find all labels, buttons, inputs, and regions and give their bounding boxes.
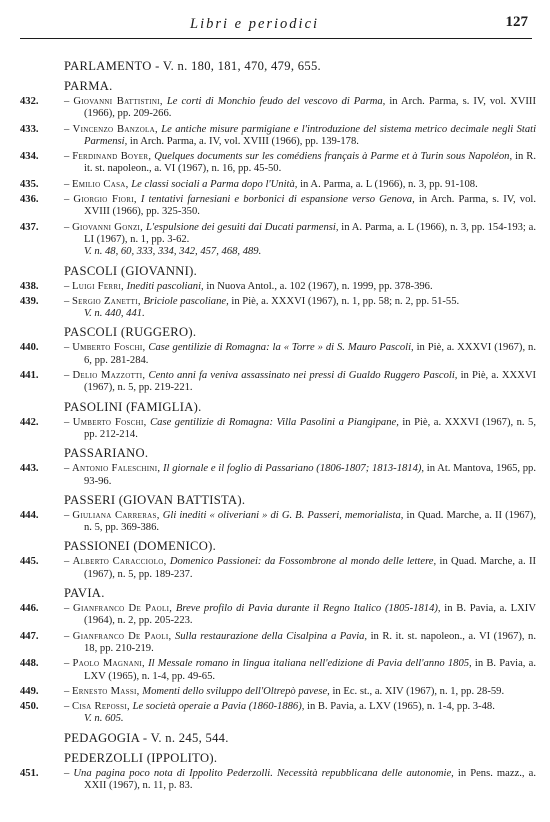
entry-source: in Piè, a. XXXVI (1967), n. 1, pp. 58; n. 2, pp. 51-55. — [231, 295, 460, 307]
entry-title: Le società operaie a Pavia (1860-1886), — [132, 701, 305, 713]
bibliography-entry — [0, 768, 550, 793]
topic-heading: PASOLINI (FAMIGLIA). — [64, 399, 202, 414]
entry-title: Case gentilizie di Romagna: la « Torre » di S. Mauro Pascoli, — [148, 342, 414, 354]
bibliography-entry — [0, 701, 550, 726]
entry-title: Il giornale e il foglio di Passariano (1806-1807; 1813-1814), — [163, 463, 425, 475]
entry-author: Giovanni Gonzi, — [72, 221, 144, 233]
entry-body: – Una pagina poco nota di Ippolito Pederzolli. Necessità repubblicana delle autonomie, in Pens. mazz., a. XXII (1967), n. 11, p. 83. — [64, 767, 536, 791]
entry-number: 449. — [20, 685, 39, 697]
entry-body: – Sergio Zanetti, Briciole pascoliane, in Piè, a. XXXVI (1967), n. 1, pp. 58; n. 2, pp. 51-55. V. n. 440, 441. — [64, 295, 460, 320]
entry-source: in Piè, a. XXXVI (1967), n. 6, pp. 281-284. — [84, 342, 536, 366]
topic-heading: PASSERI (GIOVAN BATTISTA). — [64, 492, 246, 507]
bibliography-entry — [0, 342, 550, 367]
topic-heading: PASSARIANO. — [64, 446, 149, 461]
entry-author: Vincenzo Banzola, — [72, 123, 158, 135]
bibliography-entry — [0, 510, 550, 535]
entry-number: 439. — [20, 295, 39, 307]
bibliography-entry — [0, 417, 550, 442]
entry-number: 435. — [20, 178, 39, 190]
topic-heading: PASCOLI (GIOVANNI). — [64, 263, 198, 278]
entry-author: Umberto Foschi, — [72, 342, 146, 354]
entry-source: in Nuova Antol., a. 102 (1967), n. 1999, pp. 378-396. — [206, 280, 433, 292]
entry-number: 442. — [20, 416, 39, 428]
entry-title: Domenico Passionei: da Fossombrone al mondo delle lettere, — [169, 556, 437, 568]
entry-source: in Arch. Parma, a. IV, vol. XVIII (1966), pp. 139-178. — [129, 135, 359, 147]
entry-body: – Luigi Ferri, Inediti pascoliani, in Nuova Antol., a. 102 (1967), n. 1999, pp. 378-396. — [64, 280, 433, 292]
entry-body: – Cisa Repossi, Le società operaie a Pavia (1860-1886), in B. Pavia, a. LXV (1965), n. 1-4, pp. 3-48. V. n. 605. — [64, 701, 495, 725]
entry-source: in Piè, a. XXXVI (1967), n. 5, pp. 212-214. — [84, 416, 536, 440]
topic-heading: PARLAMENTO - V. n. 180, 181, 470, 479, 655. — [64, 59, 321, 73]
see-also-reference: V. n. 48, 60, 333, 334, 342, 457, 468, 489. — [84, 246, 262, 258]
entry-number: 447. — [20, 630, 39, 642]
entry-author: Antonio Faleschini, — [72, 463, 161, 475]
running-title: Libri e periodici — [190, 16, 320, 32]
entry-title: I tentativi farnesiani e borbonici di espansione verso Genova, — [140, 194, 415, 206]
bibliography-entry — [0, 686, 550, 698]
entry-source: in B. Pavia, a. LXV (1965), n. 1-4, pp. 3-48. — [307, 701, 495, 713]
page-header — [0, 14, 550, 34]
entry-number: 432. — [20, 96, 39, 107]
bibliography-entry — [0, 124, 550, 149]
entry-title: Breve profilo di Pavia durante il Regno Italico (1805-1814), — [175, 603, 441, 615]
entry-body: – Giuliana Carreras, Gli inediti « oliveriani » di G. B. Passeri, memorialista, in Quad. Marche, a. II (1967), n. 5, pp. 369-386. — [64, 509, 537, 534]
entry-title: Inediti pascoliani, — [126, 280, 204, 292]
bibliography-entry — [0, 96, 550, 121]
bibliography-entry — [0, 631, 550, 656]
bibliography-entry — [0, 370, 550, 395]
entry-number: 446. — [20, 603, 39, 615]
bibliography-entry — [0, 556, 550, 581]
entry-source: in B. Pavia, a. LXIV (1964), n. 2, pp. 205-223. — [84, 603, 536, 627]
entry-author: Giovanni Battistini, — [73, 96, 163, 107]
entry-title: Sulla restaurazione della Cisalpina a Pavia, — [174, 630, 368, 642]
bibliography-entry — [0, 603, 550, 628]
entry-body: – Gianfranco De Paoli, Sulla restaurazione della Cisalpina a Pavia, in R. it. st. napoleon., a. VI (1967), n. 18, pp. 210-219. — [64, 630, 537, 654]
entry-source: in R. it. st. napoleon., a. VI (1967), n. 18, pp. 210-219. — [84, 630, 537, 654]
entry-title: Momenti dello sviluppo dell'Oltrepò pavese, — [142, 685, 330, 697]
entry-body: – Umberto Foschi, Case gentilizie di Romagna: la « Torre » di S. Mauro Pascoli, in Piè, a. XXXVI (1967), n. 6, pp. 281-284. — [64, 342, 536, 366]
entry-author: Cisa Repossi, — [71, 701, 130, 713]
entry-source: in Quad. Marche, a. II (1967), n. 5, pp. 369-386. — [84, 509, 537, 534]
entry-title: Le antiche misure parmigiane e l'introduzione del sistema metrico decimale negli Stati Parmensi, — [84, 123, 537, 147]
entry-number: 445. — [20, 556, 39, 568]
entry-author: Ernesto Massi, — [71, 685, 140, 697]
entry-body: – Giovanni Gonzi, L'espulsione dei gesuiti dai Ducati parmensi, in A. Parma, a. L (1966), n. 3, pp. 154-193; a. LI (1967), n. 1, pp. 3-62. V. n. 48, 60, 333, 334, 342, 457, 468, 489. — [64, 221, 537, 258]
entry-number: 451. — [20, 767, 39, 779]
entry-source: in Arch. Parma, s. IV, vol. XVIII (1966), pp. 325-350. — [84, 194, 536, 218]
entry-title: Quelques documents sur les comédiens français à Parme et à Turin sous Napoléon, — [154, 151, 513, 163]
see-also-reference: V. n. 605. — [84, 713, 124, 725]
entry-author: Alberto Caracciolo, — [72, 556, 167, 568]
bibliography-entry — [0, 281, 550, 293]
header-rule — [20, 38, 532, 39]
entry-author: Sergio Zanetti, — [71, 295, 141, 307]
entry-body: – Delio Mazzotti, Cento anni fa veniva assassinato nei pressi di Gualdo Ruggero Pascoli, in Piè, a. XXXVI (1967), n. 5, pp. 219-221. — [64, 370, 537, 394]
bibliography-list — [0, 54, 550, 795]
entry-author: Giorgio Fiori, — [73, 194, 137, 206]
entry-source: in R. it. st. napoleon., a. VI (1967), n. 16, pp. 45-50. — [84, 151, 537, 175]
entry-body: – Giovanni Battistini, Le corti di Monchio feudo del vescovo di Parma, in Arch. Parma, s. IV, vol. XVIII (1966), pp. 209-266. — [64, 96, 536, 120]
entry-body: – Ernesto Massi, Momenti dello sviluppo dell'Oltrepò pavese, in Ec. st., a. XIV (1967), n. 1, pp. 28-59. — [64, 685, 505, 697]
entry-number: 438. — [20, 280, 39, 292]
entry-author: Umberto Foschi, — [72, 416, 147, 428]
entry-title: Il Messale romano in lingua italiana nell'edizione di Pavia dell'anno 1805, — [148, 658, 472, 670]
entry-author: Ferdinand Boyer, — [72, 151, 152, 163]
entry-source: in Ec. st., a. XIV (1967), n. 1, pp. 28-59. — [332, 685, 505, 697]
topic-heading: PASCOLI (RUGGERO). — [64, 325, 197, 340]
bibliography-entry — [0, 658, 550, 683]
entry-author: Delio Mazzotti, — [72, 370, 146, 382]
entry-title: Le classi sociali a Parma dopo l'Unità, — [131, 178, 298, 190]
entry-body: – Gianfranco De Paoli, Breve profilo di Pavia durante il Regno Italico (1805-1814), in B. Pavia, a. LXIV (1964), n. 2, pp. 205-223. — [64, 603, 536, 627]
entry-number: 443. — [20, 463, 39, 475]
bibliography-entry — [0, 151, 550, 176]
entry-body: – Ferdinand Boyer, Quelques documents sur les comédiens français à Parme et à Turin sous Napoléon, in R. it. st. napoleon., a. VI (1967), n. 16, pp. 45-50. — [64, 151, 537, 175]
entry-body: – Umberto Foschi, Case gentilizie di Romagna: Villa Pasolini a Piangipane, in Piè, a. XXXVI (1967), n. 5, pp. 212-214. — [64, 416, 536, 440]
topic-heading: PEDERZOLLI (IPPOLITO). — [64, 750, 218, 765]
entry-body: – Paolo Magnani, Il Messale romano in lingua italiana nell'edizione di Pavia dell'anno 1805, in B. Pavia, a. LXV (1965), n. 1-4, pp. 49-65. — [64, 658, 536, 682]
page-number: 127 — [505, 14, 528, 30]
entry-source: in Pens. mazz., a. XXII (1967), n. 11, p. 83. — [84, 767, 536, 791]
entry-title: Gli inediti « oliveriani » di G. B. Passeri, memorialista, — [162, 509, 404, 521]
topic-heading: PAVIA. — [64, 586, 105, 601]
entry-number: 448. — [20, 658, 39, 670]
bibliography-entry — [0, 194, 550, 219]
entry-body: – Alberto Caracciolo, Domenico Passionei: da Fossombrone al mondo delle lettere, in Quad. Marche, a. II (1967), n. 5, pp. 189-237. — [64, 556, 536, 580]
bibliography-entry — [0, 296, 550, 321]
entry-title: Cento anni fa veniva assassinato nei pressi di Gualdo Ruggero Pascoli, — [148, 370, 458, 382]
entry-source: in Arch. Parma, s. IV, vol. XVIII (1966), pp. 209-266. — [84, 96, 536, 120]
entry-source: in A. Parma, a. L (1966), n. 3, pp. 154-193; a. LI (1967), n. 1, pp. 3-62. — [84, 221, 537, 245]
entry-source: in B. Pavia, a. LXV (1965), n. 1-4, pp. 49-65. — [84, 658, 536, 682]
entry-body: – Giorgio Fiori, I tentativi farnesiani e borbonici di espansione verso Genova, in Arch. Parma, s. IV, vol. XVIII (1966), pp. 325-350. — [64, 194, 536, 218]
entry-number: 434. — [20, 151, 39, 163]
entry-body: – Emilio Casa, Le classi sociali a Parma dopo l'Unità, in A. Parma, a. L (1966), n. 3, pp. 91-108. — [64, 178, 478, 190]
entry-source: in At. Mantova, 1965, pp. 93-96. — [84, 463, 536, 487]
entry-author: Gianfranco De Paoli, — [72, 630, 172, 642]
entry-author: Paolo Magnani, — [72, 658, 145, 670]
entry-number: 437. — [20, 221, 39, 233]
entry-title: Una pagina poco nota di Ippolito Pederzolli. Necessità repubblicana delle autonomie, — [73, 767, 454, 779]
entry-number: 436. — [20, 194, 39, 206]
entry-source: in Quad. Marche, a. II (1967), n. 5, pp. 189-237. — [84, 556, 536, 580]
entry-title: Le corti di Monchio feudo del vescovo di Parma, — [166, 96, 386, 107]
entry-author: Giuliana Carreras, — [72, 509, 160, 521]
bibliography-entry — [0, 179, 550, 191]
entry-title: Case gentilizie di Romagna: Villa Pasolini a Piangipane, — [150, 416, 399, 428]
entry-author: Gianfranco De Paoli, — [73, 603, 173, 615]
entry-author: Luigi Ferri, — [71, 280, 124, 292]
entry-body: – Vincenzo Banzola, Le antiche misure parmigiane e l'introduzione del sistema metrico decimale negli Stati Parmensi, in Arch. Parma, a. IV, vol. XVIII (1966), pp. 139-178. — [64, 123, 537, 147]
entry-number: 450. — [20, 701, 39, 713]
bibliography-entry — [0, 463, 550, 488]
entry-source: in Piè, a. XXXVI (1967), n. 5, pp. 219-221. — [84, 370, 537, 394]
entry-number: 433. — [20, 123, 39, 135]
entry-number: 441. — [20, 370, 39, 382]
entry-title: L'espulsione dei gesuiti dai Ducati parmensi, — [145, 221, 339, 233]
bibliography-entry — [0, 222, 550, 259]
entry-title: Briciole pascoliane, — [143, 295, 229, 307]
entry-author: Emilio Casa, — [71, 178, 129, 190]
entry-number: 440. — [20, 342, 39, 354]
topic-heading: PASSIONEI (DOMENICO). — [64, 539, 217, 554]
entry-source: in A. Parma, a. L (1966), n. 3, pp. 91-108. — [300, 178, 478, 190]
topic-heading: PARMA. — [64, 79, 113, 93]
topic-heading: PEDAGOGIA - V. n. 245, 544. — [64, 730, 229, 745]
entry-number: 444. — [20, 509, 39, 521]
see-also-reference: V. n. 440, 441. — [84, 308, 145, 320]
entry-body: – Antonio Faleschini, Il giornale e il foglio di Passariano (1806-1807; 1813-1814), in At. Mantova, 1965, pp. 93-96. — [64, 463, 536, 487]
